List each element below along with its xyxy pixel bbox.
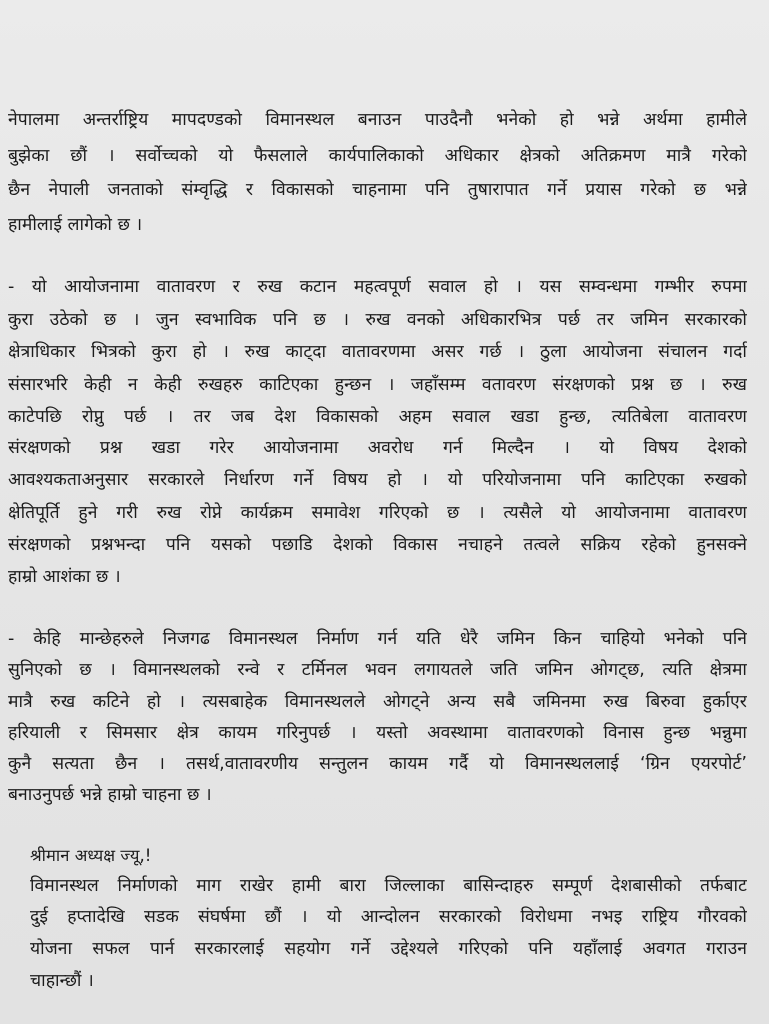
- text-line: बुझेका छौं । सर्वोच्चको यो फैसलाले कार्यपालिकाको अधिकार क्षेत्रको अतिक्रमण मात्रै गरेको: [8, 146, 747, 166]
- text-line: - केहि मान्छेहरुले निजगढ विमानस्थल निर्माण गर्न यति धेरै जमिन किन चाहियो भनेको पनि: [8, 629, 747, 649]
- text-line: हामीलाई लागेको छ ।: [8, 215, 143, 235]
- text-line: - यो आयोजनामा वातावरण र रुख कटान महत्वपूर्ण सवाल हो । यस सम्वन्धमा गम्भीर रुपमा: [8, 277, 747, 297]
- text-line: संरक्षणको प्रश्नभन्दा पनि यसको पछाडि देशको विकास नचाहने तत्वले सक्रिय रहेको हुनसक्ने: [8, 535, 747, 555]
- text-line: मात्रै रुख कटिने हो । त्यसबाहेक विमानस्थलले ओगट्ने अन्य सबै जमिनमा रुख बिरुवा हुर्काएर: [8, 692, 747, 712]
- text-line: बनाउनुपर्छ भन्ने हाम्रो चाहना छ ।: [8, 785, 212, 805]
- text-line: क्षेत्राधिकार भित्रको कुरा हो । रुख काट्दा वातावरणमा असर गर्छ । ठुला आयोजना संचालन गर्दा: [8, 342, 747, 362]
- text-line: विमानस्थल निर्माणको माग राखेर हामी बारा जिल्लाका बासिन्दाहरु सम्पूर्ण देशबासीको तर्फबाट: [30, 876, 747, 896]
- text-line: हाम्रो आशंका छ ।: [8, 567, 121, 587]
- text-line: चाहान्छौं ।: [30, 971, 94, 991]
- text-line: सुनिएको छ । विमानस्थलको रन्वे र टर्मिनल भवन लगायतले जति जमिन ओगट्छ, त्यति क्षेत्रमा: [8, 660, 747, 680]
- text-line: क्षेतिपूर्ति हुने गरी रुख रोप्ने कार्यक्रम समावेश गरिएको छ । त्यसैले यो आयोजनामा वातावरण: [8, 503, 747, 523]
- text-line: काटेपछि रोप्नु पर्छ । तर जब देश विकासको अहम सवाल खडा हुन्छ, त्यतिबेला वातावरण: [8, 407, 747, 427]
- text-line: हरियाली र सिमसार क्षेत्र कायम गरिनुपर्छ । यस्तो अवस्थामा वातावरणको विनास हुन्छ भन्नुमा: [8, 723, 747, 743]
- text-line: कुरा उठेको छ । जुन स्वभाविक पनि छ । रुख वनको अधिकारभित्र पर्छ तर जमिन सरकारको: [8, 310, 747, 330]
- text-line: आवश्यकताअनुसार सरकारले निर्धारण गर्ने विषय हो । यो परियोजनामा पनि काटिएका रुखको: [8, 470, 747, 490]
- text-line: कुनै सत्यता छैन । तसर्थ,वातावरणीय सन्तुलन कायम गर्दै यो विमानस्थललाई ‘ग्रिन एयरपोर्ट’: [8, 754, 747, 774]
- text-line: दुई हप्तादेखि सडक संघर्षमा छौं । यो आन्दोलन सरकारको विरोधमा नभइ राष्ट्रिय गौरवको: [30, 907, 747, 927]
- text-line: नेपालमा अन्तर्राष्ट्रिय मापदण्डको विमानस्थल बनाउन पाउदैनौ भनेको हो भन्ने अर्थमा हामीले: [8, 110, 747, 130]
- text-line: छैन नेपाली जनताको संम्वृद्धि र विकासको चाहनामा पनि तुषारापात गर्ने प्रयास गरेको छ भन्ने: [8, 180, 747, 200]
- text-line: संरक्षणको प्रश्न खडा गरेर आयोजनामा अवरोध गर्न मिल्दैन । यो विषय देशको: [8, 438, 747, 458]
- salutation-text: श्रीमान अध्यक्ष ज्यू,!: [30, 846, 152, 865]
- text-line: योजना सफल पार्न सरकारलाई सहयोग गर्ने उद्देश्यले गरिएको पनि यहाँलाई अवगत गराउन: [30, 939, 747, 959]
- text-line: संसारभरि केही न केही रुखहरु काटिएका हुन्छन । जहाँसम्म वतावरण संरक्षणको प्रश्न छ । रुख: [8, 375, 747, 395]
